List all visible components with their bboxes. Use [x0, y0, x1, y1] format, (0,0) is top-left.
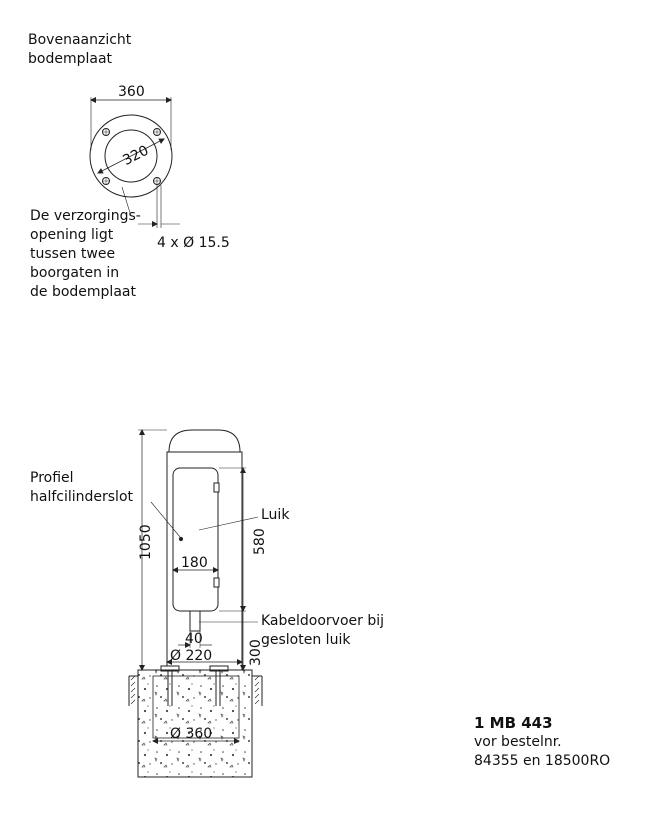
base-height-dim: 300	[248, 639, 264, 666]
hole-spec: 4 x Ø 15.5	[157, 235, 230, 251]
lock-profile-label: Profiel halfcilinderslot	[30, 470, 134, 505]
cable-conduit	[190, 611, 200, 631]
total-height-dim: 1050	[138, 524, 154, 560]
concrete-foundation	[138, 670, 252, 777]
lock-cylinder	[179, 537, 182, 540]
hatch-width-dim: 180	[181, 555, 208, 571]
bollard-cap	[169, 430, 240, 452]
cable-entry-label: Kabeldoorvoer bij gesloten luik	[261, 613, 385, 648]
conduit-dim: 40	[185, 631, 203, 647]
inner-diameter-dim: 320	[120, 142, 152, 169]
outer-diameter-dim: 360	[118, 84, 145, 100]
hatch-label: Luik	[261, 507, 290, 523]
order-numbers: 84355 en 18500RO	[474, 753, 611, 769]
top-view-title: Bovenaanzicht bodemplaat	[28, 32, 132, 67]
post-diameter-dim: Ø 220	[170, 648, 213, 664]
bollard-side-view	[129, 430, 262, 777]
hatch-height-dim: 580	[252, 528, 268, 555]
order-number-label: vor bestelnr.	[474, 734, 562, 750]
base-diameter-dim: Ø 360	[170, 726, 213, 742]
model-code: 1 MB 443	[474, 714, 553, 732]
access-opening-note: De verzorgings- opening ligt tussen twee boorgaten in de bodemplaat	[30, 208, 141, 300]
